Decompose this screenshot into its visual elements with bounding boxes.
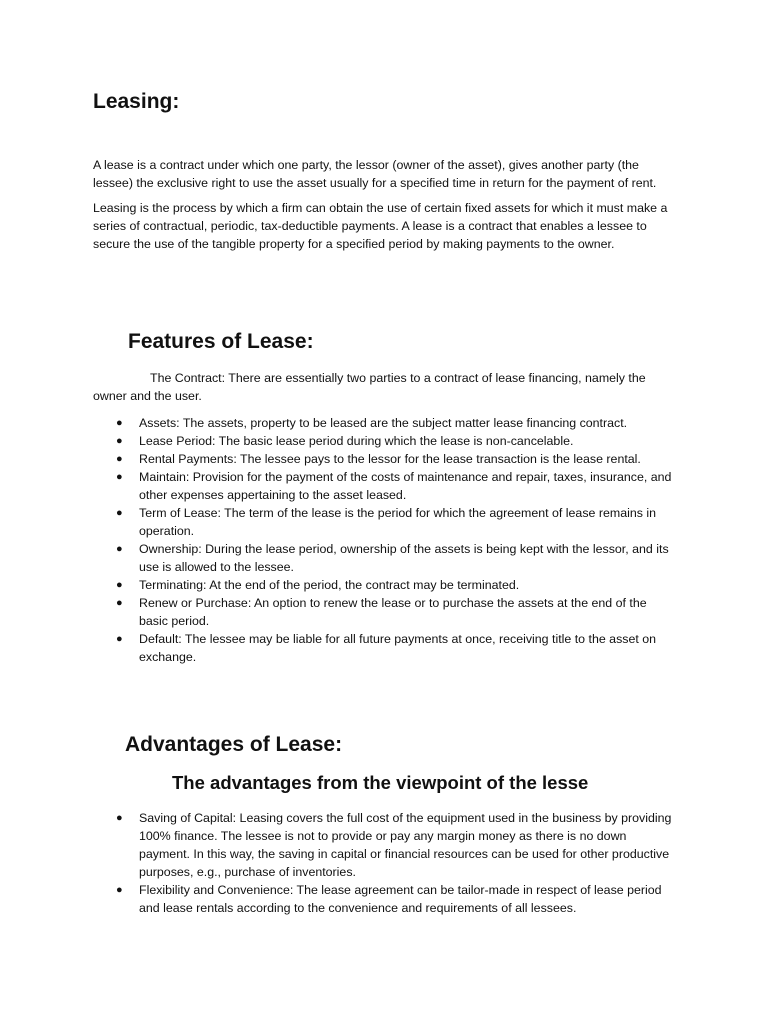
features-heading: Features of Lease:	[128, 330, 314, 353]
bullet-icon: ●	[116, 884, 123, 896]
intro-paragraph: A lease is a contract under which one party, the lessor (owner of the asset), gives another party (the lessee) the exclusive right to use the asset usually for a specified time in return for the payment of rent.	[93, 158, 657, 190]
bullet-icon: ●	[116, 633, 123, 645]
bullet-icon: ●	[116, 812, 123, 824]
bullet-icon: ●	[116, 579, 123, 591]
list-item: ● Rental Payments: The lessee pays to the lessor for the lease transaction is the lease rental.	[116, 452, 641, 466]
bullet-icon: ●	[116, 453, 123, 465]
list-item: ● Lease Period: The basic lease period during which the lease is non-cancelable.	[116, 434, 574, 448]
bullet-icon: ●	[116, 507, 123, 519]
advantages-list	[93, 809, 678, 917]
bullet-icon: ●	[116, 471, 123, 483]
intro-section	[93, 156, 678, 260]
list-item: ● Renew or Purchase: An option to renew the lease or to purchase the assets at the end of the basic period.	[116, 596, 647, 628]
page-title: Leasing:	[93, 90, 180, 113]
intro-paragraph: Leasing is the process by which a firm can obtain the use of certain fixed assets for which it must make a series of contractual, periodic, tax-deductible payments. A lease is a contract that enables a lessee to secure the use of the tangible property for a specified period by making payments to the owner.	[93, 201, 668, 251]
advantages-subheading: The advantages from the viewpoint of the lesse	[172, 772, 589, 793]
list-item: ● Assets: The assets, property to be leased are the subject matter lease financing contract.	[116, 416, 628, 430]
list-item: ● Term of Lease: The term of the lease is the period for which the agreement of lease remains in operation.	[116, 506, 657, 538]
features-lead-paragraph: The Contract: There are essentially two parties to a contract of lease financing, namely the owner and the user.	[93, 371, 646, 403]
bullet-icon: ●	[116, 543, 123, 555]
advantages-heading: Advantages of Lease:	[125, 733, 343, 756]
bullet-icon: ●	[116, 597, 123, 609]
list-item: ● Flexibility and Convenience: The lease agreement can be tailor-made in respect of lease period and lease rentals according to the convenience and requirements of all lessees.	[116, 883, 662, 915]
features-section	[93, 369, 678, 666]
list-item: ● Ownership: During the lease period, ownership of the assets is being kept with the lessor, and its use is allowed to the lessee.	[116, 542, 669, 574]
advantages-section	[93, 809, 678, 917]
bullet-icon: ●	[116, 417, 123, 429]
list-item: ● Default: The lessee may be liable for all future payments at once, receiving title to the asset on exchange.	[116, 632, 657, 664]
list-item: ● Saving of Capital: Leasing covers the full cost of the equipment used in the business by providing 100% finance. The lessee is not to provide or pay any margin money as there is no down payment. In this way, the saving in capital or financial resources can be used for other productive purposes, e.g., purchase of inventories.	[116, 811, 672, 879]
features-list	[93, 414, 678, 666]
bullet-icon: ●	[116, 435, 123, 447]
list-item: ● Terminating: At the end of the period, the contract may be terminated.	[116, 578, 520, 592]
list-item: ● Maintain: Provision for the payment of the costs of maintenance and repair, taxes, insurance, and other expenses appertaining to the asset leased.	[116, 470, 672, 502]
